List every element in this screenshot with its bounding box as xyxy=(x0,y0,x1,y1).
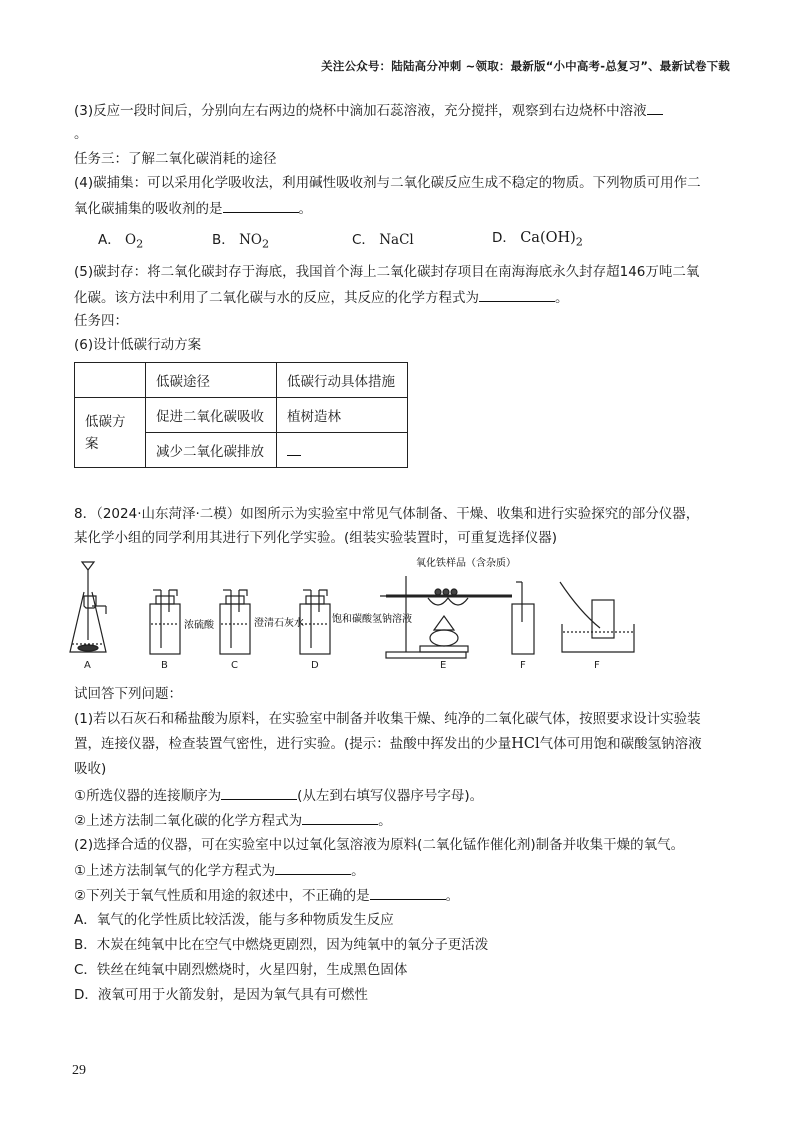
page-header: 关注公众号：陆陆高分冲刺 ~领取：最新版“小中高考-总复习”、最新试卷下载 xyxy=(321,59,730,73)
q3-line: (3)反应一段时间后，分别向左右两边的烧杯中滴加石蕊溶液，充分搅拌，观察到右边烧杯中溶液 xyxy=(74,100,663,121)
q8-part1-q2: ②上述方法制二氧化碳的化学方程式为 。 xyxy=(74,810,392,831)
table-cell: 植树造林 xyxy=(277,398,408,433)
q5-line2: 化碳。该方法中利用了二氧化碳与水的反应，其反应的化学方程式为 。 xyxy=(74,287,569,308)
apparatus-b xyxy=(150,590,180,654)
q8-intro-line1: 8．（2024·山东菏泽·二模）如图所示为实验室中常见气体制备、干燥、收集和进行实验探究的部分仪器， xyxy=(74,506,700,522)
answer-blank[interactable] xyxy=(302,810,378,825)
q6-line: (6)设计低碳行动方案 xyxy=(74,337,202,353)
q8-part2-q2: ②下列关于氧气性质和用途的叙述中，不正确的是 。 xyxy=(74,885,459,906)
table-cell: 减少二氧化碳排放 xyxy=(146,433,277,468)
q8-part1-line3: 吸收) xyxy=(74,761,107,777)
task4-heading: 任务四： xyxy=(74,313,128,329)
q8-choice-d[interactable]: D．液氧可用于火箭发射，是因为氧气具有可燃性 xyxy=(74,987,368,1003)
label-f: F xyxy=(594,660,600,671)
answer-blank[interactable] xyxy=(479,287,555,302)
page-number: 29 xyxy=(72,1063,86,1078)
q4-line2: 氧化碳捕集的吸收剂的是 。 xyxy=(74,198,312,219)
plan-table xyxy=(74,362,408,468)
q8-prompt: 试回答下列问题： xyxy=(74,686,182,702)
answer-blank[interactable] xyxy=(223,198,299,213)
q4-line1: (4)碳捕集：可以采用化学吸收法，利用碱性吸收剂与二氧化碳反应生成不稳定的物质。下列物质可用作二 xyxy=(74,175,701,191)
label-a: A xyxy=(84,660,91,671)
q8-intro-line2: 某化学小组的同学利用其进行下列化学实验。(组装实验装置时，可重复选择仪器) xyxy=(74,530,558,546)
table-header-cell: 低碳途径 xyxy=(146,363,277,398)
reagent-c-label: 澄清石灰水 xyxy=(254,618,304,629)
table-cell: 促进二氧化碳吸收 xyxy=(146,398,277,433)
q8-choice-b[interactable]: B．木炭在纯氧中比在空气中燃烧更剧烈，因为纯氧中的氧分子更活泼 xyxy=(74,937,489,953)
table-row-label: 低碳方案 xyxy=(75,398,146,468)
label-d: D xyxy=(311,660,319,671)
sample-e-label: 氧化铁样品（含杂质） xyxy=(416,558,516,569)
answer-blank[interactable] xyxy=(370,885,446,900)
table-row xyxy=(75,363,408,398)
apparatus-diagram xyxy=(60,552,660,674)
q4-option-d[interactable]: D． $Ca(OH)_2$ xyxy=(492,230,583,249)
label-b: B xyxy=(161,660,168,671)
apparatus-a xyxy=(70,562,106,652)
apparatus-f2 xyxy=(560,582,634,652)
q4-option-a[interactable]: A． $O_2$ xyxy=(98,232,144,251)
label-c: C xyxy=(231,660,238,671)
q5-line1: (5)碳封存：将二氧化碳封存于海底，我国首个海上二氧化碳封存项目在南海海底永久封存超146万吨二氧 xyxy=(74,264,700,280)
apparatus-f1 xyxy=(512,582,534,654)
q8-part1-line2: 置，连接仪器，检查装置气密性，进行实验。(提示：盐酸中挥发出的少量HCl气体可用饱和碳酸氢钠溶液 xyxy=(74,736,702,752)
table-row xyxy=(75,398,408,433)
task3-heading: 任务三：了解二氧化碳消耗的途径 xyxy=(74,151,277,167)
table-header-cell: 低碳行动具体措施 xyxy=(277,363,408,398)
q8-part1-q1: ①所选仪器的连接顺序为 (从左到右填写仪器序号字母)。 xyxy=(74,785,483,806)
q3-end: 。 xyxy=(74,126,88,142)
q8-part2-line1: (2)选择合适的仪器，可在实验室中以过氧化氢溶液为原料(二氧化锰作催化剂)制备并收集干燥的氧气。 xyxy=(74,837,685,853)
answer-blank[interactable] xyxy=(221,785,297,800)
reagent-b-label: 浓硫酸 xyxy=(184,620,214,631)
q8-part1-line1: (1)若以石灰石和稀盐酸为原料，在实验室中制备并收集干燥、纯净的二氧化碳气体，按照要求设计实验装 xyxy=(74,711,701,727)
reagent-d-label: 饱和碳酸氢钠溶液 xyxy=(332,614,412,625)
apparatus-c xyxy=(220,590,250,654)
q8-choice-c[interactable]: C．铁丝在纯氧中剧烈燃烧时，火星四射，生成黑色固体 xyxy=(74,962,408,978)
answer-blank[interactable] xyxy=(275,860,351,875)
q4-option-b[interactable]: B． $NO_2$ xyxy=(212,232,270,251)
answer-blank[interactable] xyxy=(287,441,301,456)
table-cell xyxy=(75,363,146,398)
label-f: F xyxy=(520,660,526,671)
label-e: E xyxy=(440,660,447,671)
q8-part2-q1: ①上述方法制氧气的化学方程式为 。 xyxy=(74,860,365,881)
answer-blank[interactable] xyxy=(647,100,663,115)
table-cell xyxy=(277,433,408,468)
apparatus-d xyxy=(300,590,330,654)
q4-option-c[interactable]: C． NaCl xyxy=(352,232,414,248)
q8-choice-a[interactable]: A．氧气的化学性质比较活泼，能与多种物质发生反应 xyxy=(74,912,394,928)
